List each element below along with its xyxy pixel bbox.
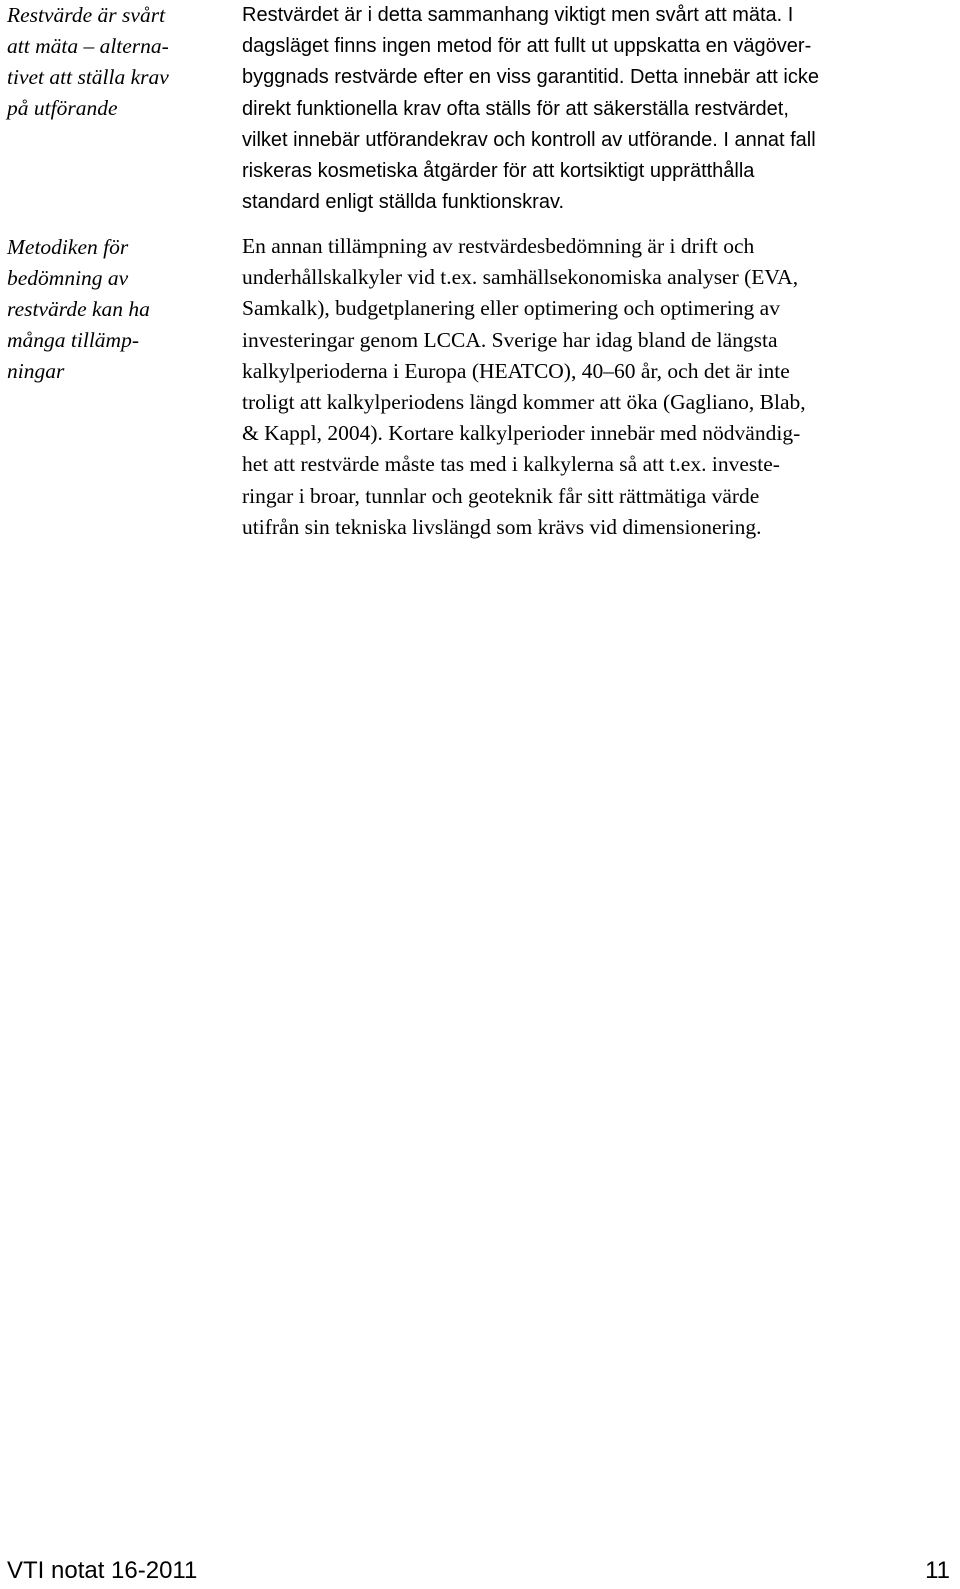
paragraph-line: dagsläget finns ingen metod för att fullt ut uppskatta en vägöver-: [242, 35, 812, 58]
paragraph-line: Restvärdet är i detta sammanhang viktigt men svårt att mäta. I: [242, 4, 794, 26]
margin-note-line: ningar: [7, 359, 65, 383]
paragraph-residual-value: [242, 0, 942, 218]
margin-note-line: bedömning av: [7, 266, 129, 290]
footer-publication: VTI notat 16-2011: [7, 1557, 198, 1584]
paragraph-line: & Kappl, 2004). Kortare kalkylperioder innebär med nödvändig-: [242, 421, 801, 446]
paragraph-line: kalkylperioderna i Europa (HEATCO), 40–60 år, och det är inte: [242, 358, 790, 383]
margin-note-line: restvärde kan ha: [7, 297, 150, 321]
margin-note-line: Restvärde är svårt: [7, 3, 166, 27]
paragraph-line: vilket innebär utförandekrav och kontroll av utförande. I annat fall: [242, 128, 816, 151]
paragraph-line: underhållskalkyler vid t.ex. samhällsekonomiska analyser (EVA,: [242, 265, 799, 290]
margin-note-line: många tillämp-: [7, 328, 139, 352]
page-footer: [0, 1552, 960, 1589]
paragraph-line: investeringar genom LCCA. Sverige har idag bland de längsta: [242, 327, 778, 352]
margin-note-methodology: [7, 232, 227, 387]
paragraph-line: riskeras kosmetiska åtgärder för att kortsiktigt upprätthålla: [242, 160, 755, 183]
page-number: 11: [925, 1557, 950, 1584]
margin-note-line: tivet att ställa krav: [7, 65, 169, 89]
paragraph-line: Samkalk), budgetplanering eller optimering och optimering av: [242, 296, 780, 321]
paragraph-line: utifrån sin tekniska livslängd som krävs vid dimensionering.: [242, 514, 762, 539]
paragraph-line: het att restvärde måste tas med i kalkylerna så att t.ex. investe-: [242, 452, 780, 477]
paragraph-line: ringar i broar, tunnlar och geoteknik får sitt rättmätiga värde: [242, 483, 760, 508]
paragraph-line: troligt att kalkylperiodens längd kommer att öka (Gagliano, Blab,: [242, 390, 806, 415]
paragraph-line: standard enligt ställda funktionskrav.: [242, 191, 565, 214]
paragraph-line: direkt funktionella krav ofta ställs för att säkerställa restvärdet,: [242, 97, 789, 120]
margin-note-line: Metodiken för: [7, 235, 129, 259]
margin-note-residual-value: [7, 0, 227, 124]
paragraph-line: byggnads restvärde efter en viss garantitid. Detta innebär att icke: [242, 66, 819, 89]
margin-note-line: att mäta – alterna-: [7, 34, 169, 58]
paragraph-line: En annan tillämpning av restvärdesbedömning är i drift och: [242, 234, 755, 258]
margin-note-line: på utförande: [7, 96, 118, 120]
paragraph-applications: [242, 231, 942, 543]
